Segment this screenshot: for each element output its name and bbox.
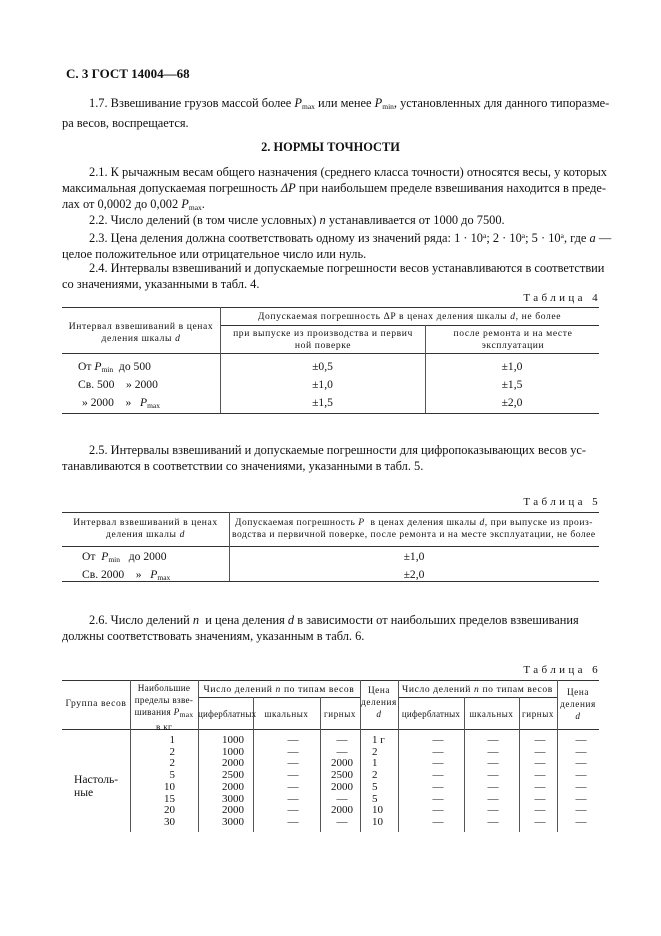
t6-group-cell: Настоль- ные: [74, 773, 119, 799]
table-5-caption: Таблица 5: [523, 496, 601, 508]
paragraph-2-3: 2.3. Цена деления должна соответствовать одному из значений ряда: $1 \cdot 10^a$; $2 \cdot 10^a$; $5 \cdot 10^a$, где a — целое положительное или отрицательное число или нуль.: [62, 231, 612, 261]
t6-header-scale-a: шкальных: [264, 709, 309, 719]
page-header: С. 3 ГОСТ 14004—68: [66, 66, 190, 81]
t4-header-production: при выпуске из производства и первич ной поверке: [233, 328, 413, 351]
t6-col-price: 1 г 2 1 2 5 5 10 10: [372, 734, 385, 828]
t6-header-weight-a: гирных: [324, 709, 356, 719]
t6-header-price-a: Цена деления d: [361, 685, 397, 719]
t5-header-interval: Интервал взвешиваний в ценах деления шкалы d: [73, 517, 218, 540]
paragraph-2-5: 2.5. Интервалы взвешиваний и допускаемые погрешности для цифропоказывающих весов ус- танавливаются в соответствии со значениями, указанными в табл. 5.: [62, 443, 587, 473]
table-6-caption: Таблица 6: [523, 664, 601, 676]
paragraph-2-6: 2.6. Число делений n и цена деления d в зависимости от наибольших пределов взвешивания должны соответствовать значениям, указанным в табл. 6.: [62, 613, 579, 643]
t6-header-weight-b: гирных: [522, 709, 554, 719]
t6-col-limits: 1 2 2 5 10 15 20 30: [164, 734, 175, 828]
t6-header-num-a: Число делений n по типам весов: [203, 684, 355, 695]
paragraph-2-2: 2.2. Число делений (в том числе условных) n устанавливается от 1000 до 7500.: [89, 213, 505, 227]
section-title: 2. НОРМЫ ТОЧНОСТИ: [261, 140, 400, 154]
t6-col-weight-b: — — — — — — — —: [534, 734, 546, 828]
t4-header-repair: после ремонта и на месте эксплуатации: [453, 328, 573, 351]
table-4-caption: Таблица 4: [523, 292, 601, 304]
t6-header-limits: Наибольшие пределы взве- шивания $P_{max}$ в кг: [134, 683, 194, 732]
t5-header-dp: Допускаемая погрешность P в ценах деления шкалы d, при выпуске из произ- водства и первичной поверке, после ремонта и на месте эксплуатации, не более: [232, 517, 596, 540]
paragraph-2-4: 2.4. Интервалы взвешиваний и допускаемые погрешности весов устанавливаются в соответствии со значениями, указанными в табл. 4.: [62, 261, 605, 291]
t6-header-scale-b: шкальных: [469, 709, 514, 719]
t6-col-dial: 1000 1000 2000 2500 2000 3000 2000 3000: [222, 734, 244, 828]
t6-col-dial-b: — — — — — — — —: [432, 734, 444, 828]
t6-col-weight: — — 2000 2500 2000 — 2000 —: [331, 734, 353, 828]
t6-header-group: Группа весов: [65, 698, 127, 709]
t6-col-scale-b: — — — — — — — —: [487, 734, 499, 828]
t6-header-num-b: Число делений n по типам весов: [402, 684, 553, 695]
t4-header-dp: Допускаемая погрешность ΔP в ценах деления шкалы d, не более: [257, 311, 562, 322]
t6-header-dial-a: циферблатных: [198, 709, 257, 719]
t6-header-dial-b: циферблатных: [401, 709, 461, 719]
t4-header-interval: Интервал взвешиваний в ценах деления шкалы d: [68, 321, 214, 344]
paragraph-1-7: 1.7. Взвешивание грузов массой более $P_{max}$ или менее $P_{min}$, установленных для данного типоразме- ра весов, воспрещается.: [62, 96, 610, 130]
t6-col-price-b: — — — — — — — —: [575, 734, 587, 828]
t6-header-price-b: Цена деления d: [560, 687, 596, 721]
t6-col-scale: — — — — — — — —: [287, 734, 299, 828]
paragraph-2-1: 2.1. К рычажным весам общего назначения (среднего класса точности) относятся весы, у которых максимальная допускаемая погрешность ΔP при наибольшем пределе взвешивания находится в преде- лах от 0,0002 до 0,002 $P_{max}$.: [62, 165, 607, 212]
